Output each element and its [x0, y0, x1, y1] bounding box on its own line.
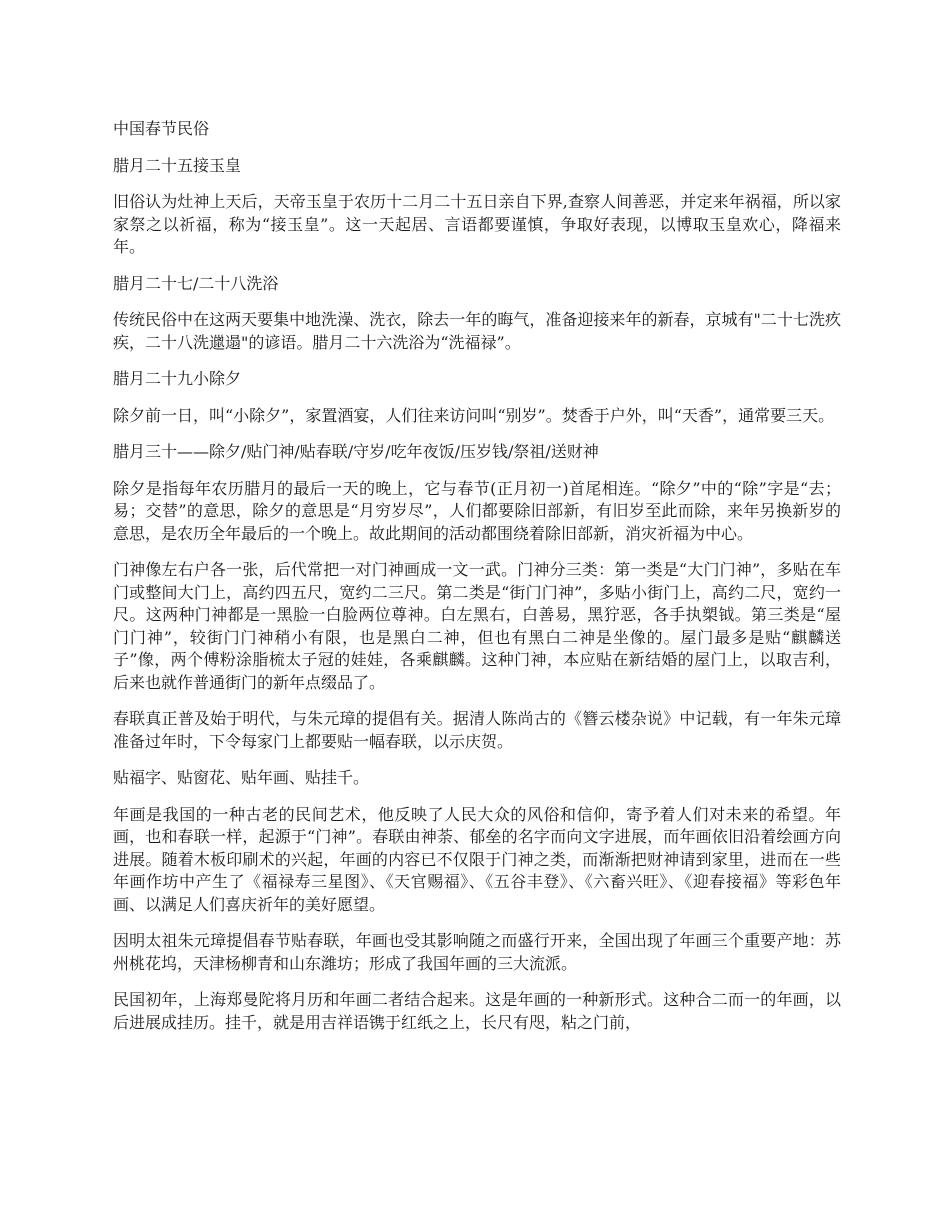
paragraph: 年画是我国的一种古老的民间艺术，他反映了人民大众的风俗和信仰，寄予着人们对未来的希望。年画，也和春联一样，起源于“门神”。春联由神荼、郁垒的名字而向文字进展，而年画依旧沿着绘画方向进展。随着木板印刷术的兴起，年画的内容已不仅限于门神之类，而渐渐把财神请到家里，进而在一些年画作坊中产生了《福禄寿三星图》、《天官赐福》、《五谷丰登》、《六畜兴旺》、《迎春接福》等彩色年画、以满足人们喜庆祈年的美好愿望。 [113, 804, 841, 914]
section-heading: 腊月二十七/二十八洗浴 [113, 273, 279, 293]
paragraph: 传统民俗中在这两天要集中地洗澡、洗衣，除去一年的晦气，准备迎接来年的新春，京城有"二十七洗疚疾，二十八洗邋遢"的谚语。腊月二十六洗浴为“洗福禄”。 [113, 310, 841, 352]
section-heading: 腊月二十九小除夕 [113, 369, 242, 388]
paragraph: 门神像左右户各一张，后代常把一对门神画成一文一武。门神分三类：第一类是“大门门神”，多贴在车门或整间大门上，高约四五尺，宽约二三尺。第二类是“街门门神”，多贴小街门上，高约二尺，宽约一尺。这两种门神都是一黑脸一白脸两位尊神。白左黑右，白善易，黑狞恶，各手执槊钺。第三类是“屋门门神”，较街门门神稍小有限，也是黑白二神，但也有黑白二神是坐像的。屋门最多是贴“麒麟送子”像，两个傅粉涂脂梳太子冠的娃娃，各乘麒麟。这种门神，本应贴在新结婚的屋门上，以取吉利，后来也就作普通街门的新年点缀品了。 [113, 560, 841, 692]
document-page [113, 118, 841, 1048]
paragraph: 民国初年，上海郑曼陀将月历和年画二者结合起来。这是年画的一种新形式。这种合二而一的年画，以后进展成挂历。挂千，就是用吉祥语镌于红纸之上，长尺有咫，粘之门前， [113, 990, 841, 1032]
section-heading: 贴福字、贴窗花、贴年画、贴挂千。 [113, 768, 370, 787]
paragraph: 旧俗认为灶神上天后，天帝玉皇于农历十二月二十五日亲自下界,查察人间善恶，并定来年祸福，所以家家祭之以祈福，称为“接玉皇”。这一天起居、言语都要谨慎，争取好表现，以博取玉皇欢心，降福来年。 [113, 192, 841, 256]
paragraph: 因明太祖朱元璋提倡春节贴春联，年画也受其影响随之而盛行开来，全国出现了年画三个重要产地：苏州桃花坞，天津杨柳青和山东潍坊；形成了我国年画的三大流派。 [113, 931, 841, 973]
section-heading: 腊月二十五接玉皇 [113, 155, 242, 175]
paragraph: 春联真正普及始于明代，与朱元璋的提倡有关。据清人陈尚古的《簪云楼杂说》中记载，有一年朱元璋准备过年时，下令每家门上都要贴一幅春联，以示庆贺。 [113, 709, 841, 751]
document-title: 中国春节民俗 [113, 119, 210, 138]
paragraph: 除夕是指每年农历腊月的最后一天的晚上，它与春节(正月初一)首尾相连。“除夕”中的“除”字是“去；易；交替”的意思，除夕的意思是“月穷岁尽”，人们都要除旧部新，有旧岁至此而除，来年另换新岁的意思，是农历全年最后的一个晚上。故此期间的活动都围绕着除旧部新，消灾祈福为中心。 [113, 478, 841, 543]
section-heading: 腊月三十——除夕/贴门神/贴春联/守岁/吃年夜饭/压岁钱/祭祖/送财神 [113, 442, 599, 461]
paragraph: 除夕前一日，叫“小除夕”，家置酒宴，人们往来访问叫“别岁”。焚香于户外，叫“天香”，通常要三天。 [113, 405, 835, 425]
